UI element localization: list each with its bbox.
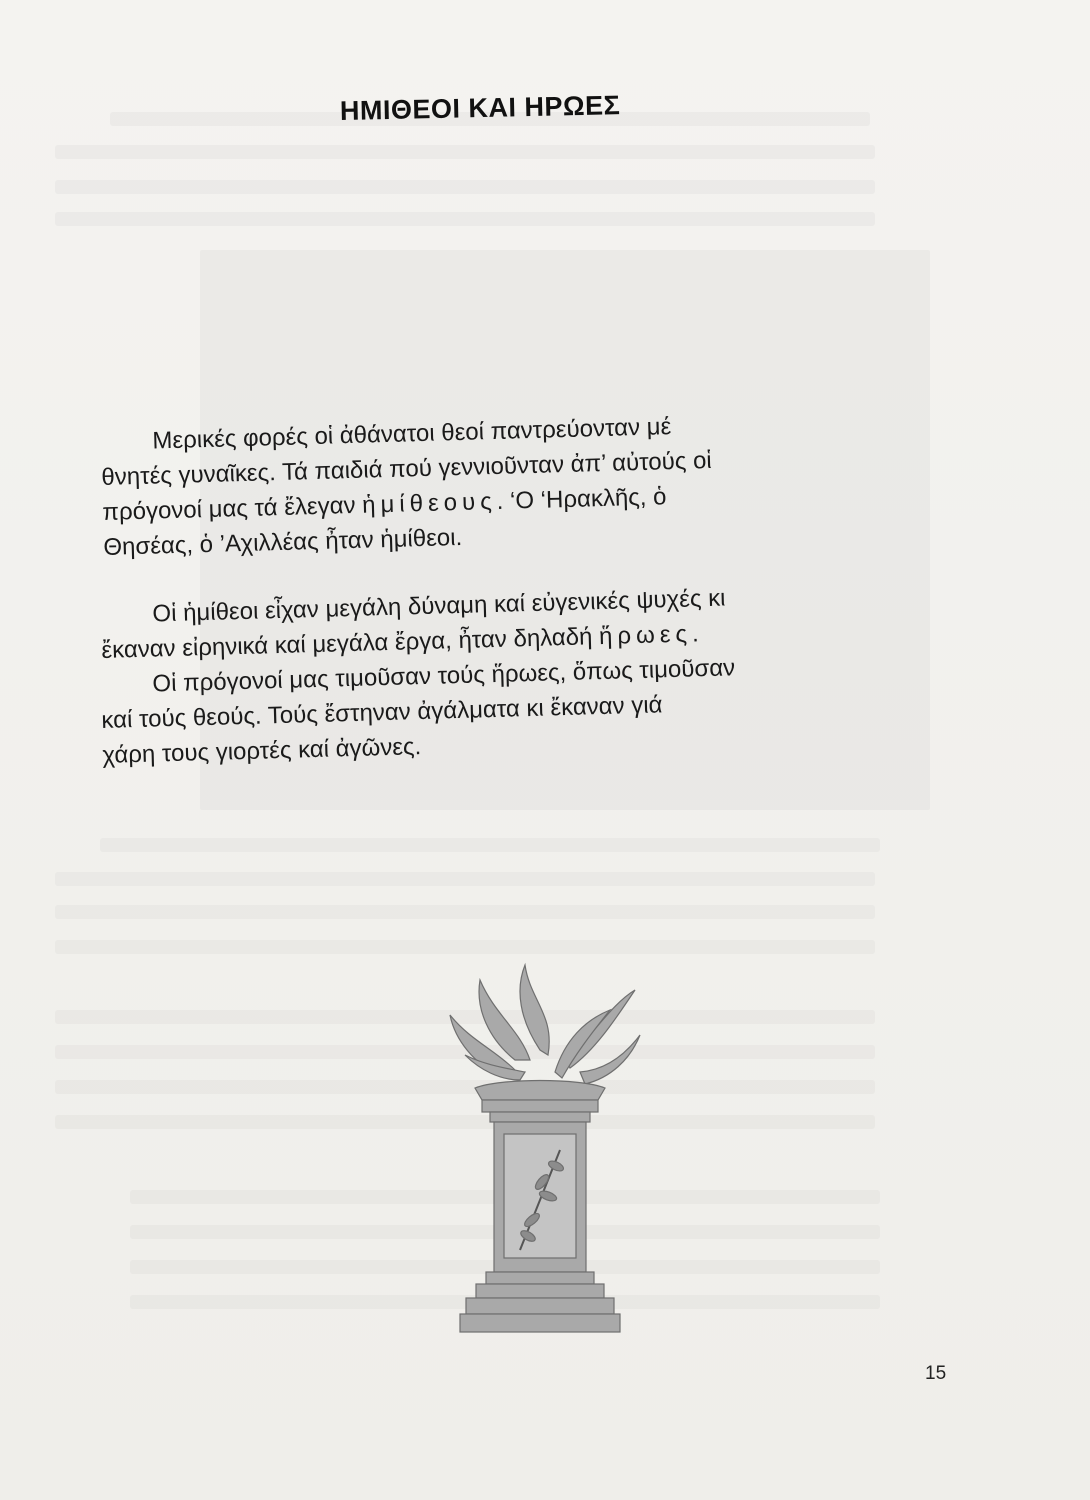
text-run: πρόγονοί μας τά ἔλεγαν (102, 491, 363, 526)
text-run: . (691, 620, 700, 648)
bleed-through-line (55, 905, 875, 919)
paragraph-demigods-intro (100, 402, 934, 565)
text-run: . ‘Ο ‘Ηρακλῆς, ὁ (496, 483, 667, 515)
text-line: Θησέας, ὁ ’Αχιλλέας ἦταν ἡμίθεοι. (103, 523, 463, 561)
emphasized-term: ἥρωες (598, 620, 693, 651)
text-run: ἔκαναν εἰρηνικά καί μεγάλα ἔργα, ἦταν δηλαδή (101, 623, 600, 664)
emphasized-term: ἡμίθεους (361, 487, 498, 519)
bleed-through-line (55, 212, 875, 226)
bleed-through-line (55, 145, 875, 159)
page-number: 15 (925, 1363, 947, 1384)
bleed-through-line (55, 180, 875, 194)
text-line: Οἱ πρόγονοί μας τιμοῦσαν τούς ἥρωες, ὅπως τιμοῦσαν (152, 654, 736, 698)
bleed-through-line (55, 872, 875, 886)
bleed-through-line (100, 838, 880, 852)
text-line: Οἱ ἡμίθεοι εἶχαν μεγάλη δύναμη καί εὐγενικές ψυχές κι (152, 584, 726, 628)
text-line: καί τούς θεούς. Τούς ἔστηναν ἀγάλματα κι ἔκαναν γιά (101, 691, 663, 734)
bleed-through-line (55, 940, 875, 954)
text-line: Μερικές φορές οἱ ἀθάνατοι θεοί παντρεύονταν μέ (152, 413, 672, 455)
altar-with-flame-icon (420, 960, 660, 1360)
text-line: χάρη τους γιορτές καί ἀγῶνες. (102, 733, 422, 769)
page-title: ΗΜΙΘΕΟΙ ΚΑΙ ΗΡΩΕΣ (339, 90, 621, 126)
text-line: θνητές γυναῖκες. Τά παιδιά πού γεννιοῦνταν ἀπ’ αὐτούς οἱ (101, 446, 713, 491)
